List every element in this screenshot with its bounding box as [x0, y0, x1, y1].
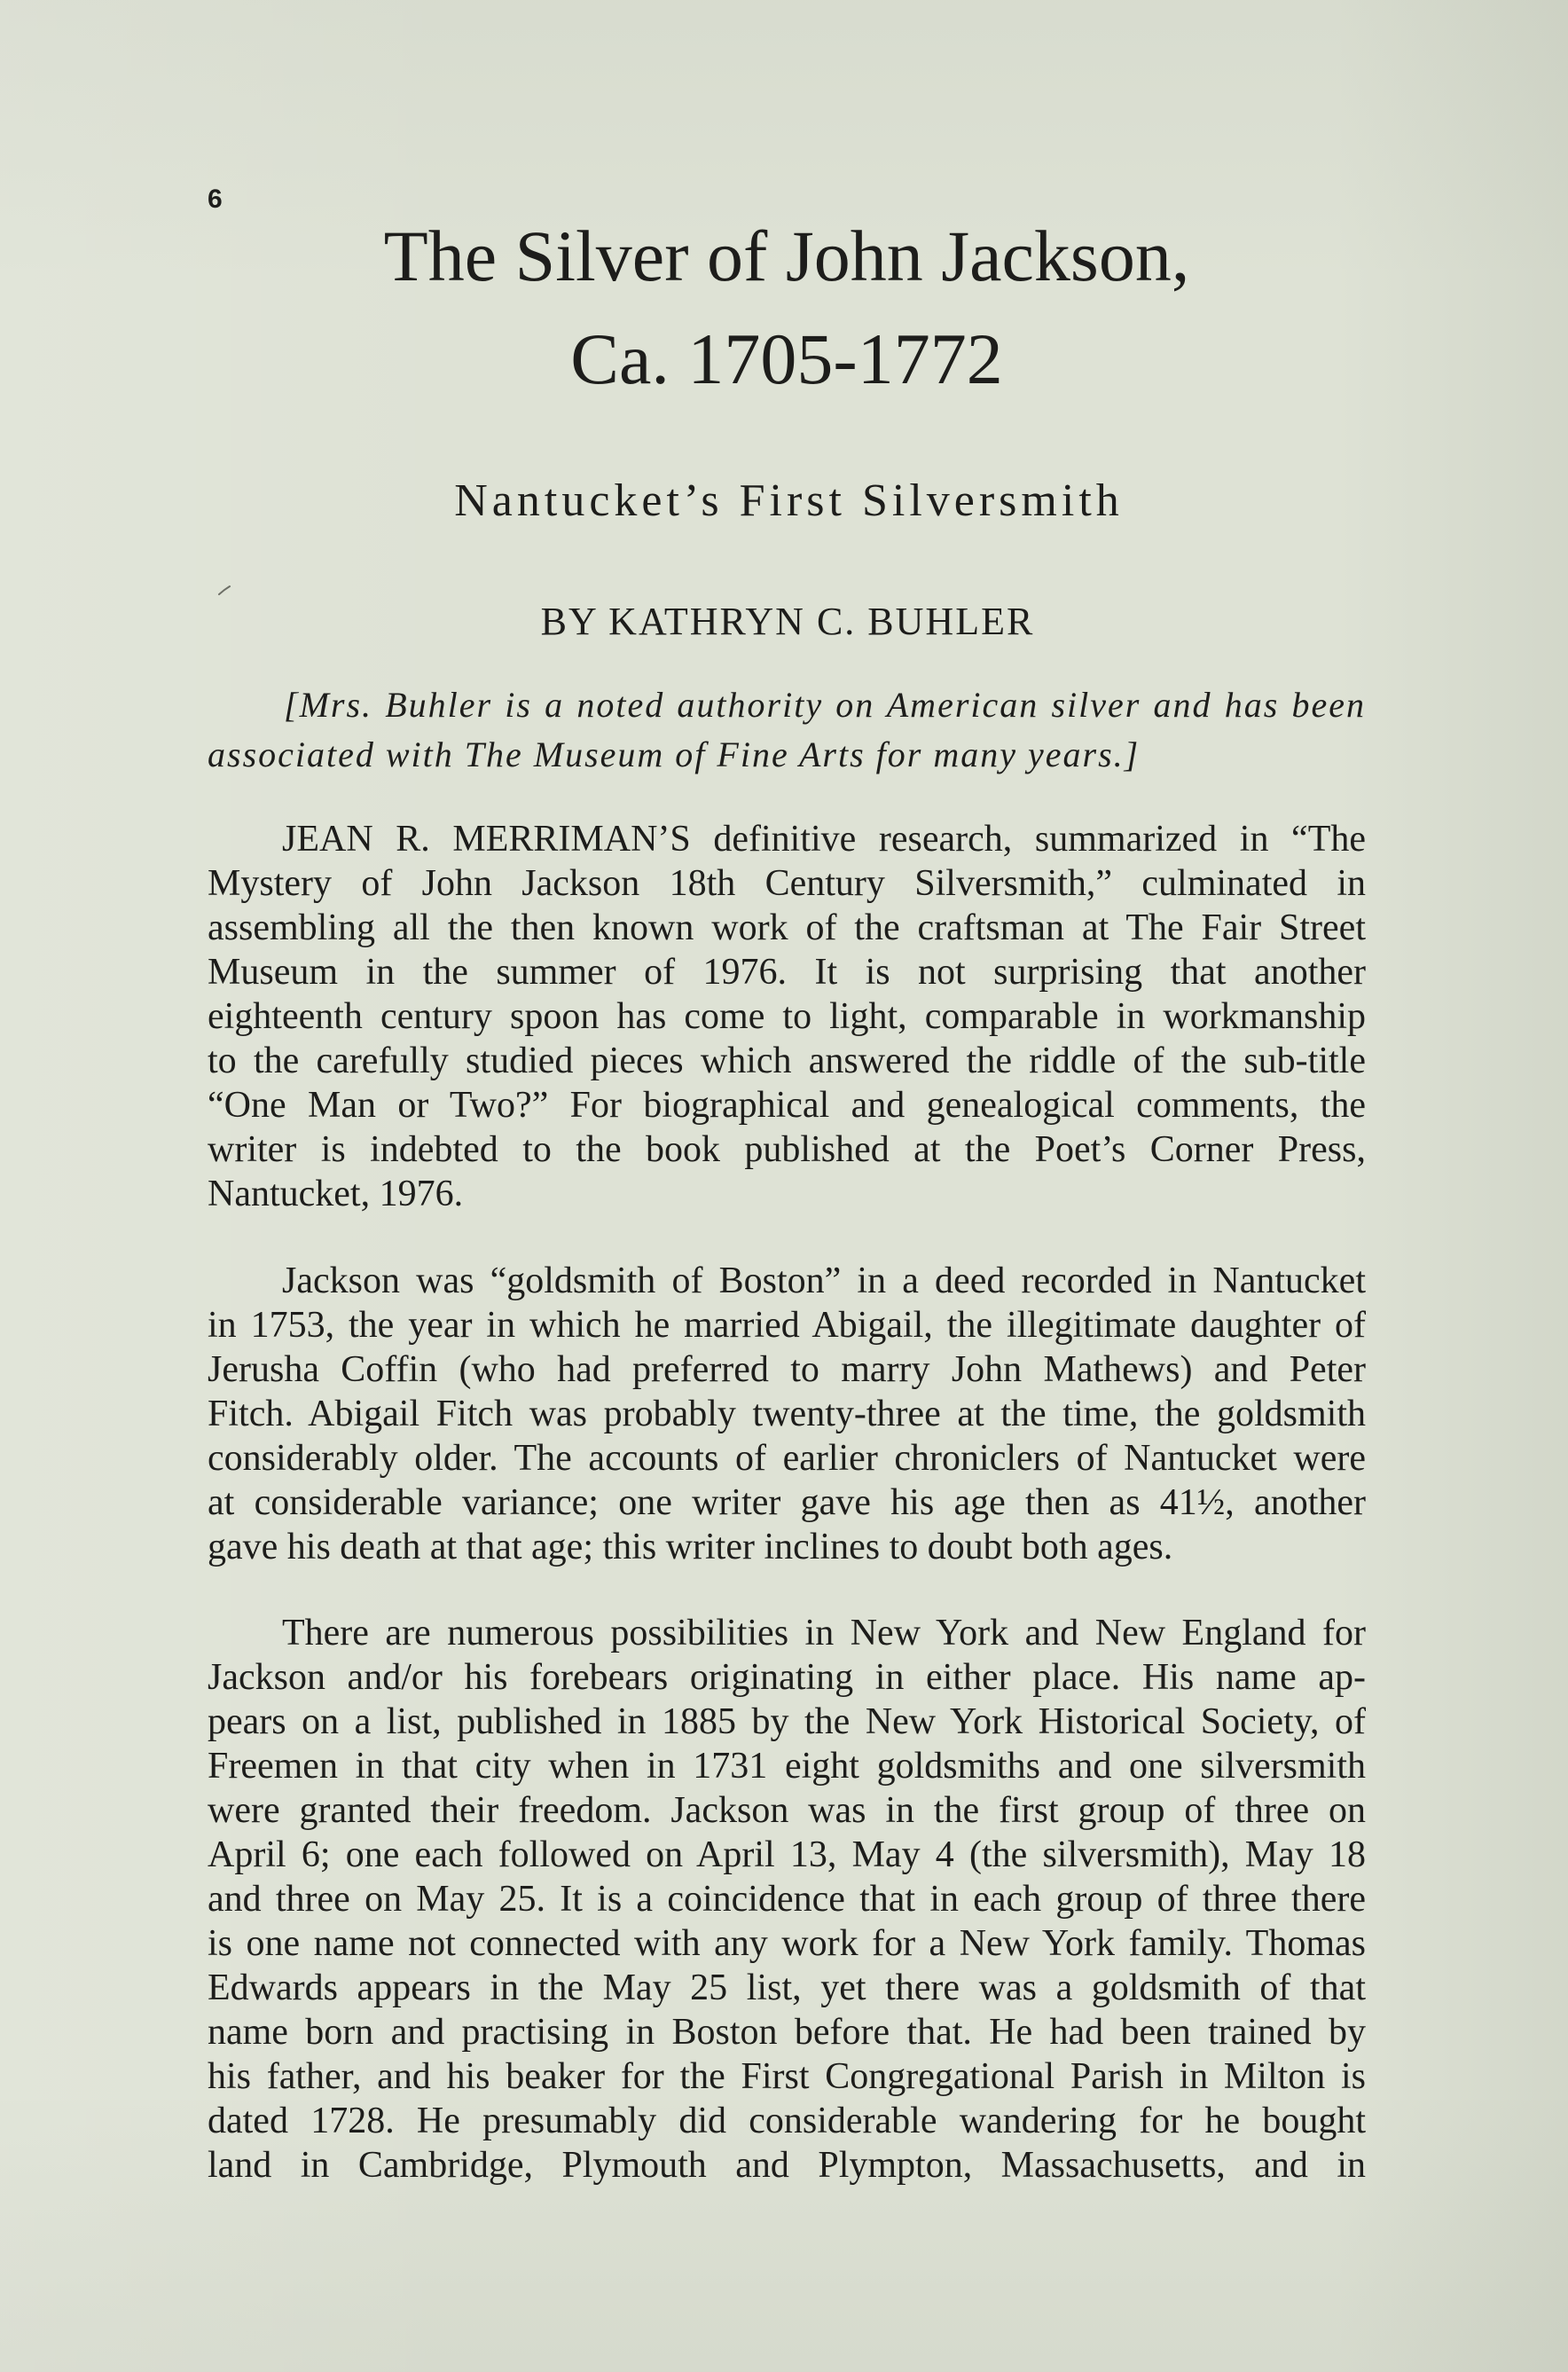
text-line: were granted their freedom. Jackson was in the first group of three on — [208, 1790, 1366, 1831]
text-line: Jerusha Coffin (who had preferred to marry John Mathews) and Peter — [208, 1349, 1366, 1390]
text-line: at considerable variance; one writer gave his age then as 41½, another — [208, 1482, 1366, 1523]
text-line: Nantucket, 1976. — [208, 1174, 464, 1214]
pencil-mark — [216, 582, 232, 598]
article-title-line-2: Ca. 1705-1772 — [570, 318, 1003, 399]
text-line: considerably older. The accounts of earlier chroniclers of Nantucket were — [208, 1438, 1366, 1479]
text-line: JEAN R. MERRIMAN’S definitive research, summarized in “The — [282, 819, 1366, 860]
text-line: his father, and his beaker for the First Congregational Parish in Milton is — [208, 2056, 1366, 2097]
text-line: and three on May 25. It is a coincidence that in each group of three there — [208, 1879, 1366, 1920]
text-line: Mystery of John Jackson 18th Century Silversmith,” culminated in — [208, 863, 1366, 904]
text-line: “One Man or Two?” For biographical and genealogical comments, the — [208, 1085, 1366, 1126]
byline: BY KATHRYN C. BUHLER — [540, 600, 1035, 643]
author-note-line: associated with The Museum of Fine Arts for many years.] — [208, 734, 1141, 774]
author-note-line: [Mrs. Buhler is a noted authority on American silver and has been — [284, 685, 1366, 725]
text-line: assembling all the then known work of the craftsman at The Fair Street — [208, 907, 1366, 948]
text-line: Freemen in that city when in 1731 eight goldsmiths and one silversmith — [208, 1746, 1366, 1787]
page-number: 6 — [208, 185, 223, 214]
text-line: gave his death at that age; this writer inclines to doubt both ages. — [208, 1527, 1173, 1567]
paragraph-3 — [208, 1611, 1366, 2187]
article-subtitle: Nantucket’s First Silversmith — [454, 475, 1124, 526]
text-line: eighteenth century spoon has come to light, comparable in workmanship — [208, 996, 1366, 1037]
text-line: dated 1728. He presumably did considerable wandering for he bought — [208, 2101, 1366, 2141]
text-line: pears on a list, published in 1885 by the New York Historical Society, of — [208, 1701, 1366, 1742]
text-line: name born and practising in Boston before that. He had been trained by — [208, 2012, 1366, 2053]
text-line: Jackson was “goldsmith of Boston” in a deed recorded in Nantucket — [282, 1261, 1366, 1301]
text-line: writer is indebted to the book published at the Poet’s Corner Press, — [208, 1129, 1366, 1170]
paragraph-1 — [208, 817, 1366, 1216]
paragraph-2 — [208, 1259, 1366, 1569]
text-line: Fitch. Abigail Fitch was probably twenty-three at the time, the goldsmith — [208, 1394, 1366, 1434]
text-line: Jackson and/or his forebears originating in either place. His name ap- — [208, 1657, 1366, 1698]
text-line: Edwards appears in the May 25 list, yet there was a goldsmith of that — [208, 1968, 1366, 2008]
article-title-line-1: The Silver of John Jackson, — [383, 216, 1190, 296]
text-line: April 6; one each followed on April 13, May 4 (the silversmith), May 18 — [208, 1834, 1366, 1875]
text-line: land in Cambridge, Plymouth and Plympton, Massachusetts, and in — [208, 2145, 1366, 2186]
text-line: There are numerous possibilities in New York and New England for — [282, 1613, 1366, 1653]
author-note — [208, 680, 1366, 780]
text-line: Museum in the summer of 1976. It is not surprising that another — [208, 952, 1366, 993]
text-line: to the carefully studied pieces which answered the riddle of the sub-title — [208, 1041, 1366, 1081]
text-line: is one name not connected with any work for a New York family. Thomas — [208, 1923, 1366, 1964]
text-line: in 1753, the year in which he married Abigail, the illegitimate daughter of — [208, 1305, 1366, 1346]
